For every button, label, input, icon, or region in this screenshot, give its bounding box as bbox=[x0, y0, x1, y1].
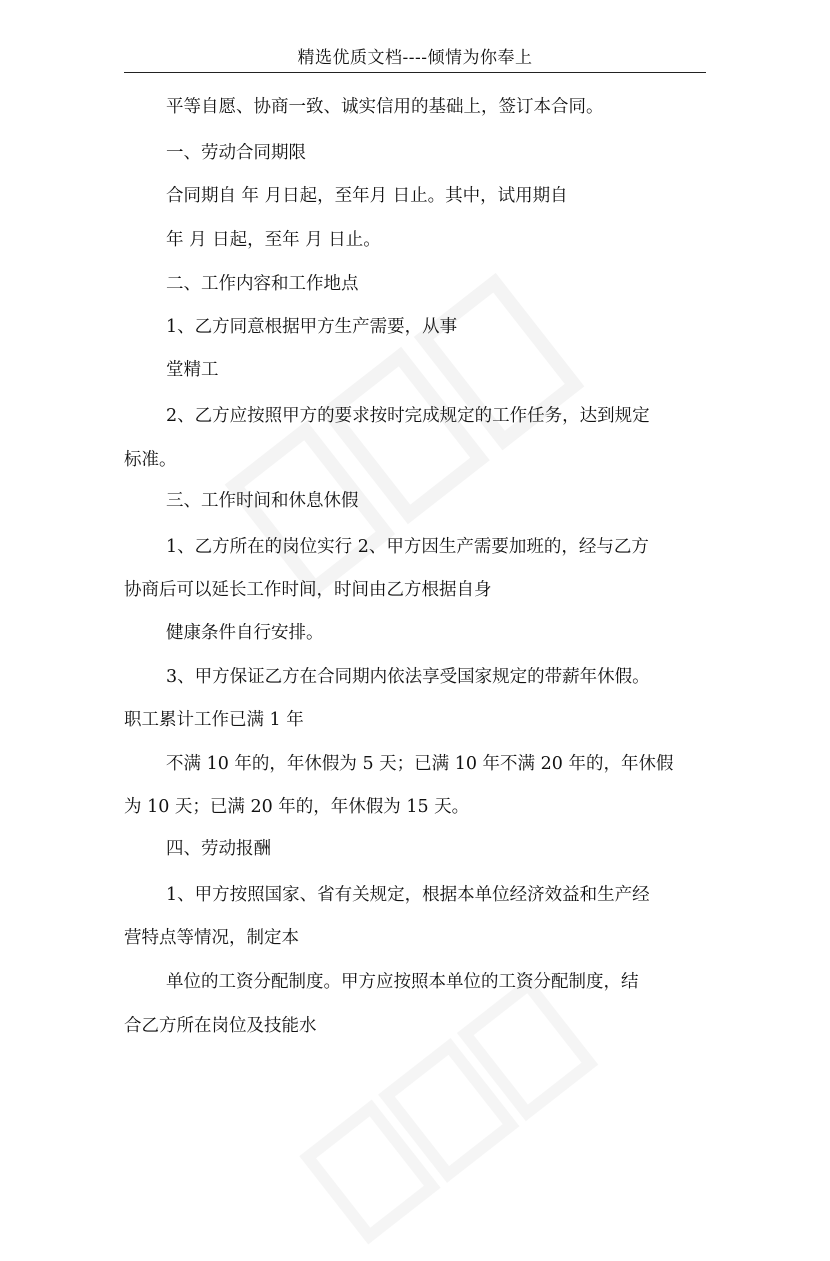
body-line-16: 不满 10 年的，年休假为 5 天；已满 10 年不满 20 年的，年休假 bbox=[166, 754, 674, 774]
body-line-9: 标准。 bbox=[124, 450, 177, 470]
body-line-17: 为 10 天；已满 20 年的，年休假为 15 天。 bbox=[124, 797, 470, 817]
body-line-11: 1、乙方所在的岗位实行 2、甲方因生产需要加班的，经与乙方 bbox=[166, 537, 649, 557]
body-line-4: 年 月 日起，至年 月 日止。 bbox=[166, 230, 381, 250]
body-line-6: 1、乙方同意根据甲方生产需要，从事 bbox=[166, 317, 458, 337]
body-line-22: 合乙方所在岗位及技能水 bbox=[124, 1016, 317, 1036]
section-heading-4: 四、劳动报酬 bbox=[166, 839, 271, 859]
page-header: 精选优质文档----倾情为你奉上 bbox=[124, 44, 706, 73]
body-line-12: 协商后可以延长工作时间，时间由乙方根据自身 bbox=[124, 580, 492, 600]
body-line-13: 健康条件自行安排。 bbox=[166, 623, 324, 643]
section-heading-3: 三、工作时间和休息休假 bbox=[166, 491, 359, 511]
body-line-7: 堂精工 bbox=[166, 360, 219, 380]
body-line-19: 1、甲方按照国家、省有关规定，根据本单位经济效益和生产经 bbox=[166, 885, 650, 905]
section-heading-1: 一、劳动合同期限 bbox=[166, 143, 306, 163]
watermark-bottom-graphic bbox=[287, 963, 610, 1258]
watermark-graphic bbox=[208, 247, 652, 674]
body-line-21: 单位的工资分配制度。甲方应按照本单位的工资分配制度，结 bbox=[166, 972, 639, 992]
body-line-3: 合同期自 年 月日起，至年月 日止。其中，试用期自 bbox=[166, 186, 568, 206]
body-line-15: 职工累计工作已满 1 年 bbox=[124, 710, 304, 730]
section-heading-2: 二、工作内容和工作地点 bbox=[166, 274, 359, 294]
body-line-8: 2、乙方应按照甲方的要求按时完成规定的工作任务，达到规定 bbox=[166, 406, 650, 426]
watermark-bottom bbox=[287, 963, 612, 1261]
watermark bbox=[208, 247, 652, 674]
body-line-1: 平等自愿、协商一致、诚实信用的基础上，签订本合同。 bbox=[166, 97, 604, 117]
body-line-20: 营特点等情况，制定本 bbox=[124, 928, 299, 948]
body-line-14: 3、甲方保证乙方在合同期内依法享受国家规定的带薪年休假。 bbox=[166, 667, 650, 687]
